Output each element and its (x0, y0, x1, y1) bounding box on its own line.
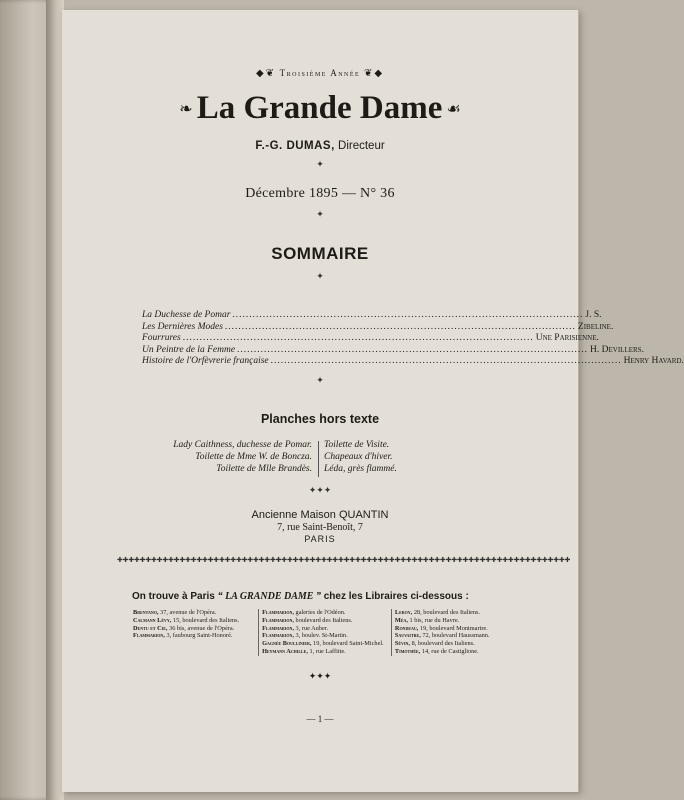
intro-after: chez les Libraires ci-dessous : (323, 591, 469, 602)
bookseller-name: Heymann Achille, (262, 647, 308, 655)
bookseller-address: 3, rue Auber. (295, 624, 329, 632)
bookseller-entry (395, 640, 517, 648)
plates-list-left (142, 440, 312, 476)
magazine-title: La Grande Dame (196, 90, 443, 126)
bookseller-address: 36 bis, avenue de l'Opéra. (169, 624, 235, 632)
toc-leader (232, 310, 583, 320)
booksellers-intro (132, 591, 532, 602)
toc-author: Une Parisienne. (535, 333, 599, 343)
toc-row (142, 321, 614, 334)
toc-leader (237, 345, 588, 355)
bookseller-name: Flammarion, (262, 616, 294, 624)
bookseller-name: Gagnée Boullinier, (262, 640, 312, 648)
bookseller-name: Flammarion, (262, 609, 294, 616)
sommaire-heading: SOMMAIRE (271, 244, 369, 263)
diamond-ornament-icon: ✦ (316, 272, 324, 282)
diamond-ornament-icon: ✦ (316, 160, 324, 170)
diamond-ornament-icon: ✦ (316, 210, 324, 220)
ornament-left-icon: ◆❦ (255, 68, 277, 79)
toc-title: Un Peintre de la Femme (142, 344, 236, 355)
plate-item: Lady Caithness, duchesse de Pomar. (173, 440, 312, 450)
booksellers-column (391, 609, 520, 656)
bookseller-entry (133, 617, 255, 625)
toc-leader (271, 356, 622, 366)
plates-divider (318, 441, 319, 477)
bookseller-name: Brentano, (133, 609, 159, 616)
toc-title: La Duchesse de Pomar (142, 310, 231, 320)
toc-author: Zibeline. (577, 321, 614, 332)
intro-before: On trouve à Paris (132, 591, 215, 602)
bookseller-name: Méa, (394, 616, 408, 624)
bookseller-name: Timothée, (394, 647, 421, 655)
toc-title: Histoire de l'Orfèvrerie française (142, 356, 269, 366)
director-line (62, 140, 578, 152)
diamond-ornament-icon: ✦ (316, 376, 324, 386)
bookseller-address: 14, rue de Castiglione. (421, 647, 479, 655)
bookseller-entry (262, 609, 388, 617)
divider-ornament-icon: ✦✦✦ (308, 486, 332, 496)
bookseller-address: 37, avenue de l'Opéra. (160, 609, 217, 616)
publisher-address: 7, rue Saint-Benoît, 7 (277, 522, 363, 533)
bottom-ornament-icon: ✦✦✦ (308, 672, 332, 682)
bookseller-entry (133, 632, 255, 640)
toc-author: J. S. (585, 310, 602, 320)
toc-row (142, 333, 599, 345)
bookseller-name: Leroy, (394, 609, 413, 616)
plate-item: Chapeaux d'hiver. (324, 452, 393, 462)
plate-item: Toilette de Mlle Brandès. (216, 464, 312, 474)
intro-magazine-title: “ LA GRANDE DAME ” (217, 591, 321, 602)
bookseller-entry (262, 617, 388, 625)
booksellers-column (258, 609, 391, 656)
bookseller-address: 72, boulevard Haussmann. (422, 632, 490, 640)
bookseller-entry (395, 609, 517, 617)
publisher-city: PARIS (304, 534, 336, 544)
publisher-name: Ancienne Maison QUANTIN (251, 509, 389, 521)
bookseller-entry (133, 609, 255, 617)
bookseller-entry (133, 625, 255, 633)
year-label: Troisième Année (279, 68, 361, 78)
masthead (62, 90, 578, 127)
bookseller-name: Flammarion, (262, 624, 294, 632)
plate-item: Toilette de Visite. (324, 440, 390, 450)
bookseller-entry (262, 632, 388, 640)
bookseller-address: 28, boulevard des Italiens. (413, 609, 481, 616)
toc-row (142, 356, 684, 368)
toc-row (142, 310, 602, 322)
bookseller-entry (395, 648, 517, 656)
bookseller-name: Flammarion, (133, 632, 165, 640)
bookseller-name: Calmann Lévy, (133, 616, 172, 624)
bookseller-name: Flammarion, (262, 632, 294, 640)
issue-date: Décembre 1895 — N° 36 (245, 186, 395, 201)
bookseller-name: Sauvaitre, (394, 632, 421, 640)
page-number: — 1 — (306, 714, 334, 724)
bookseller-address: 8, boulevard des Italiens. (411, 640, 475, 648)
magazine-page (62, 10, 684, 792)
bookseller-address: 19, boulevard Montmartre. (419, 624, 488, 632)
flourish-right-icon: ☙ (446, 99, 461, 118)
toc-row (142, 344, 644, 357)
bookseller-entry (395, 617, 517, 625)
ornamental-rule: ✚✚✚✚✚✚✚✚✚✚✚✚✚✚✚✚✚✚✚✚✚✚✚✚✚✚✚✚✚✚✚✚✚✚✚✚✚✚✚✚✚✚✚✚✚✚✚✚✚✚✚✚✚✚✚✚✚✚✚✚✚✚✚✚✚✚✚✚✚✚✚✚✚✚✚✚✚✚✚✚ (117, 556, 571, 564)
bookseller-address: 15, boulevard des Italiens. (172, 616, 240, 624)
bookseller-name: Rondeau, (394, 624, 419, 632)
year-line (62, 68, 578, 79)
booksellers-column (130, 609, 258, 656)
plates-list-right (324, 440, 464, 476)
bookseller-address: 1, rue Laffitte. (309, 647, 346, 655)
bookseller-address: 3, boulev. St-Martin. (295, 632, 348, 640)
toc-title: Fourrures (142, 333, 181, 343)
bookseller-name: Dentu et Cie, (133, 624, 168, 632)
bookseller-entry (262, 640, 388, 648)
toc-author: Henry Havard. (623, 356, 684, 366)
bookseller-entry (262, 625, 388, 633)
bookseller-address: 3, faubourg Saint-Honoré. (166, 632, 233, 640)
toc-leader (225, 322, 576, 332)
bookseller-address: 19, boulevard Saint-Michel. (313, 640, 384, 648)
bookseller-entry (395, 625, 517, 633)
bookseller-name: Sèvin, (394, 640, 410, 648)
director-name: F.-G. DUMAS, (255, 140, 335, 152)
bookseller-entry (262, 648, 388, 656)
plate-item: Léda, grès flammé. (324, 464, 397, 474)
booksellers-list (130, 609, 520, 656)
ornament-right-icon: ❦◆ (363, 68, 385, 79)
bookseller-address: galeries de l'Odéon. (295, 609, 346, 616)
director-role: Directeur (338, 140, 385, 152)
planches-heading: Planches hors texte (260, 412, 380, 426)
plate-item: Toilette de Mme W. de Boncza. (195, 452, 312, 462)
toc-title: Les Dernières Modes (142, 321, 223, 332)
toc-leader (183, 333, 534, 343)
toc-author: H. Devillers. (590, 344, 644, 355)
flourish-left-icon: ❧ (179, 99, 193, 118)
bookseller-address: boulevard des Italiens. (295, 616, 353, 624)
bookseller-address: 1 bis, rue du Havre. (409, 616, 460, 624)
table-of-contents (142, 310, 684, 368)
bookseller-entry (395, 632, 517, 640)
